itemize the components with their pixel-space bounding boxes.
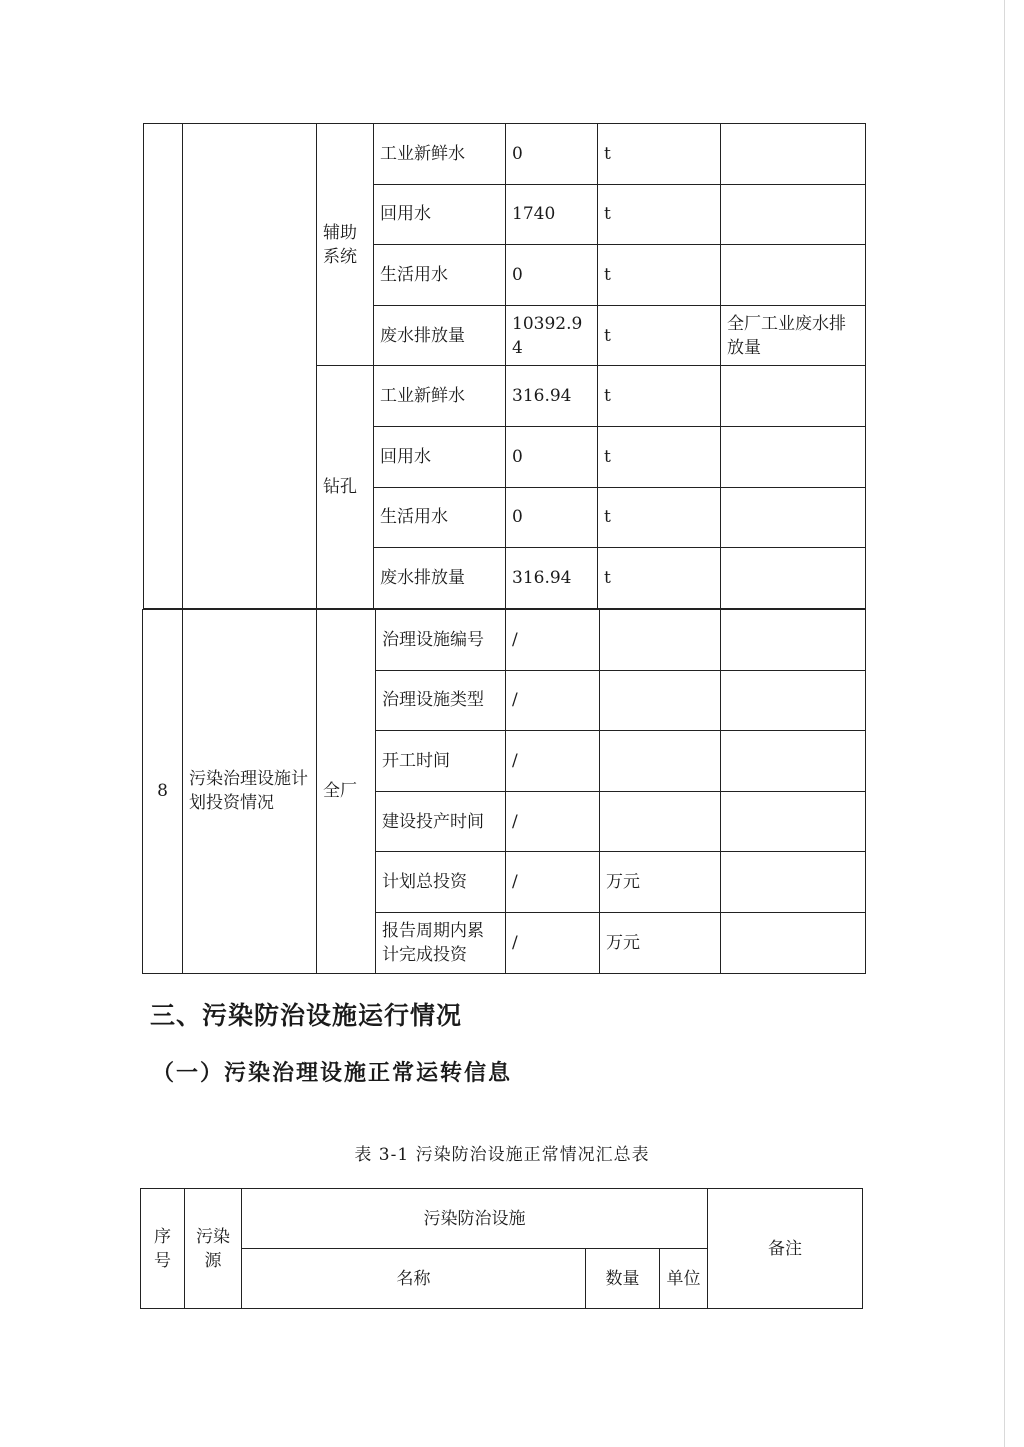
- value-cell: 1740: [506, 184, 598, 245]
- item-cell: 生活用水: [374, 487, 506, 548]
- item-cell: 治理设施编号: [376, 610, 506, 671]
- value-cell: 316.94: [506, 366, 598, 427]
- table-row: [144, 124, 866, 185]
- unit-cell: t: [598, 426, 721, 487]
- unit-cell: t: [598, 487, 721, 548]
- item-cell: 回用水: [374, 426, 506, 487]
- value-cell: /: [506, 731, 600, 792]
- value-cell: /: [506, 670, 600, 731]
- subsection-heading: （一）污染治理设施正常运转信息: [152, 1060, 513, 1086]
- unit-cell: 万元: [600, 912, 721, 973]
- value-cell: 0: [506, 426, 598, 487]
- unit-cell: t: [598, 366, 721, 427]
- header-facility: 污染防治设施: [242, 1189, 708, 1249]
- header-unit: 单位: [660, 1249, 708, 1309]
- item-cell: 废水排放量: [374, 305, 506, 366]
- investment-table: [142, 609, 866, 974]
- header-source: 污染源: [185, 1189, 242, 1309]
- note-cell: [721, 791, 866, 852]
- value-cell: 316.94: [506, 548, 598, 609]
- page-edge-divider: [1004, 0, 1005, 1447]
- value-cell: 10392.94: [506, 305, 598, 366]
- table-row: [143, 610, 866, 671]
- note-cell: [721, 670, 866, 731]
- item-cell: 回用水: [374, 184, 506, 245]
- item-cell: 计划总投资: [376, 852, 506, 913]
- note-cell: [721, 487, 866, 548]
- facility-summary-table: [140, 1188, 863, 1309]
- category-cell: 污染治理设施计划投资情况: [183, 610, 317, 974]
- header-quantity: 数量: [586, 1249, 660, 1309]
- value-cell: /: [506, 852, 600, 913]
- note-cell: [721, 912, 866, 973]
- group-label: 辅助系统: [317, 124, 374, 366]
- value-cell: /: [506, 610, 600, 671]
- header-row: [141, 1189, 863, 1249]
- water-usage-table: [143, 123, 866, 609]
- unit-cell: t: [598, 305, 721, 366]
- item-cell: 生活用水: [374, 245, 506, 306]
- item-cell: 治理设施类型: [376, 670, 506, 731]
- unit-cell: t: [598, 548, 721, 609]
- unit-cell: 万元: [600, 852, 721, 913]
- unit-cell: [600, 791, 721, 852]
- unit-cell: [600, 610, 721, 671]
- scope-cell: 全厂: [317, 610, 376, 974]
- item-cell: 废水排放量: [374, 548, 506, 609]
- note-cell: [721, 426, 866, 487]
- unit-cell: t: [598, 245, 721, 306]
- section-heading: 三、污染防治设施运行情况: [150, 1001, 463, 1030]
- value-cell: 0: [506, 245, 598, 306]
- note-cell: [721, 366, 866, 427]
- note-cell: [721, 184, 866, 245]
- table-caption: 表 3-1 污染防治设施正常情况汇总表: [354, 1145, 650, 1165]
- item-cell: 开工时间: [376, 731, 506, 792]
- seq-cell: 8: [143, 610, 183, 974]
- note-cell: [721, 610, 866, 671]
- note-cell: [721, 852, 866, 913]
- item-cell: 工业新鲜水: [374, 366, 506, 427]
- unit-cell: t: [598, 184, 721, 245]
- seq-cell: [144, 124, 183, 609]
- value-cell: /: [506, 912, 600, 973]
- item-cell: 建设投产时间: [376, 791, 506, 852]
- note-cell: [721, 245, 866, 306]
- value-cell: 0: [506, 487, 598, 548]
- item-cell: 工业新鲜水: [374, 124, 506, 185]
- note-cell: 全厂工业废水排放量: [721, 305, 866, 366]
- header-seq: 序号: [141, 1189, 185, 1309]
- value-cell: 0: [506, 124, 598, 185]
- unit-cell: [600, 731, 721, 792]
- category-cell: [183, 124, 317, 609]
- unit-cell: t: [598, 124, 721, 185]
- note-cell: [721, 548, 866, 609]
- unit-cell: [600, 670, 721, 731]
- value-cell: /: [506, 791, 600, 852]
- group-label: 钻孔: [317, 366, 374, 608]
- header-remark: 备注: [708, 1189, 863, 1309]
- header-name: 名称: [242, 1249, 586, 1309]
- note-cell: [721, 124, 866, 185]
- note-cell: [721, 731, 866, 792]
- item-cell: 报告周期内累计完成投资: [376, 912, 506, 973]
